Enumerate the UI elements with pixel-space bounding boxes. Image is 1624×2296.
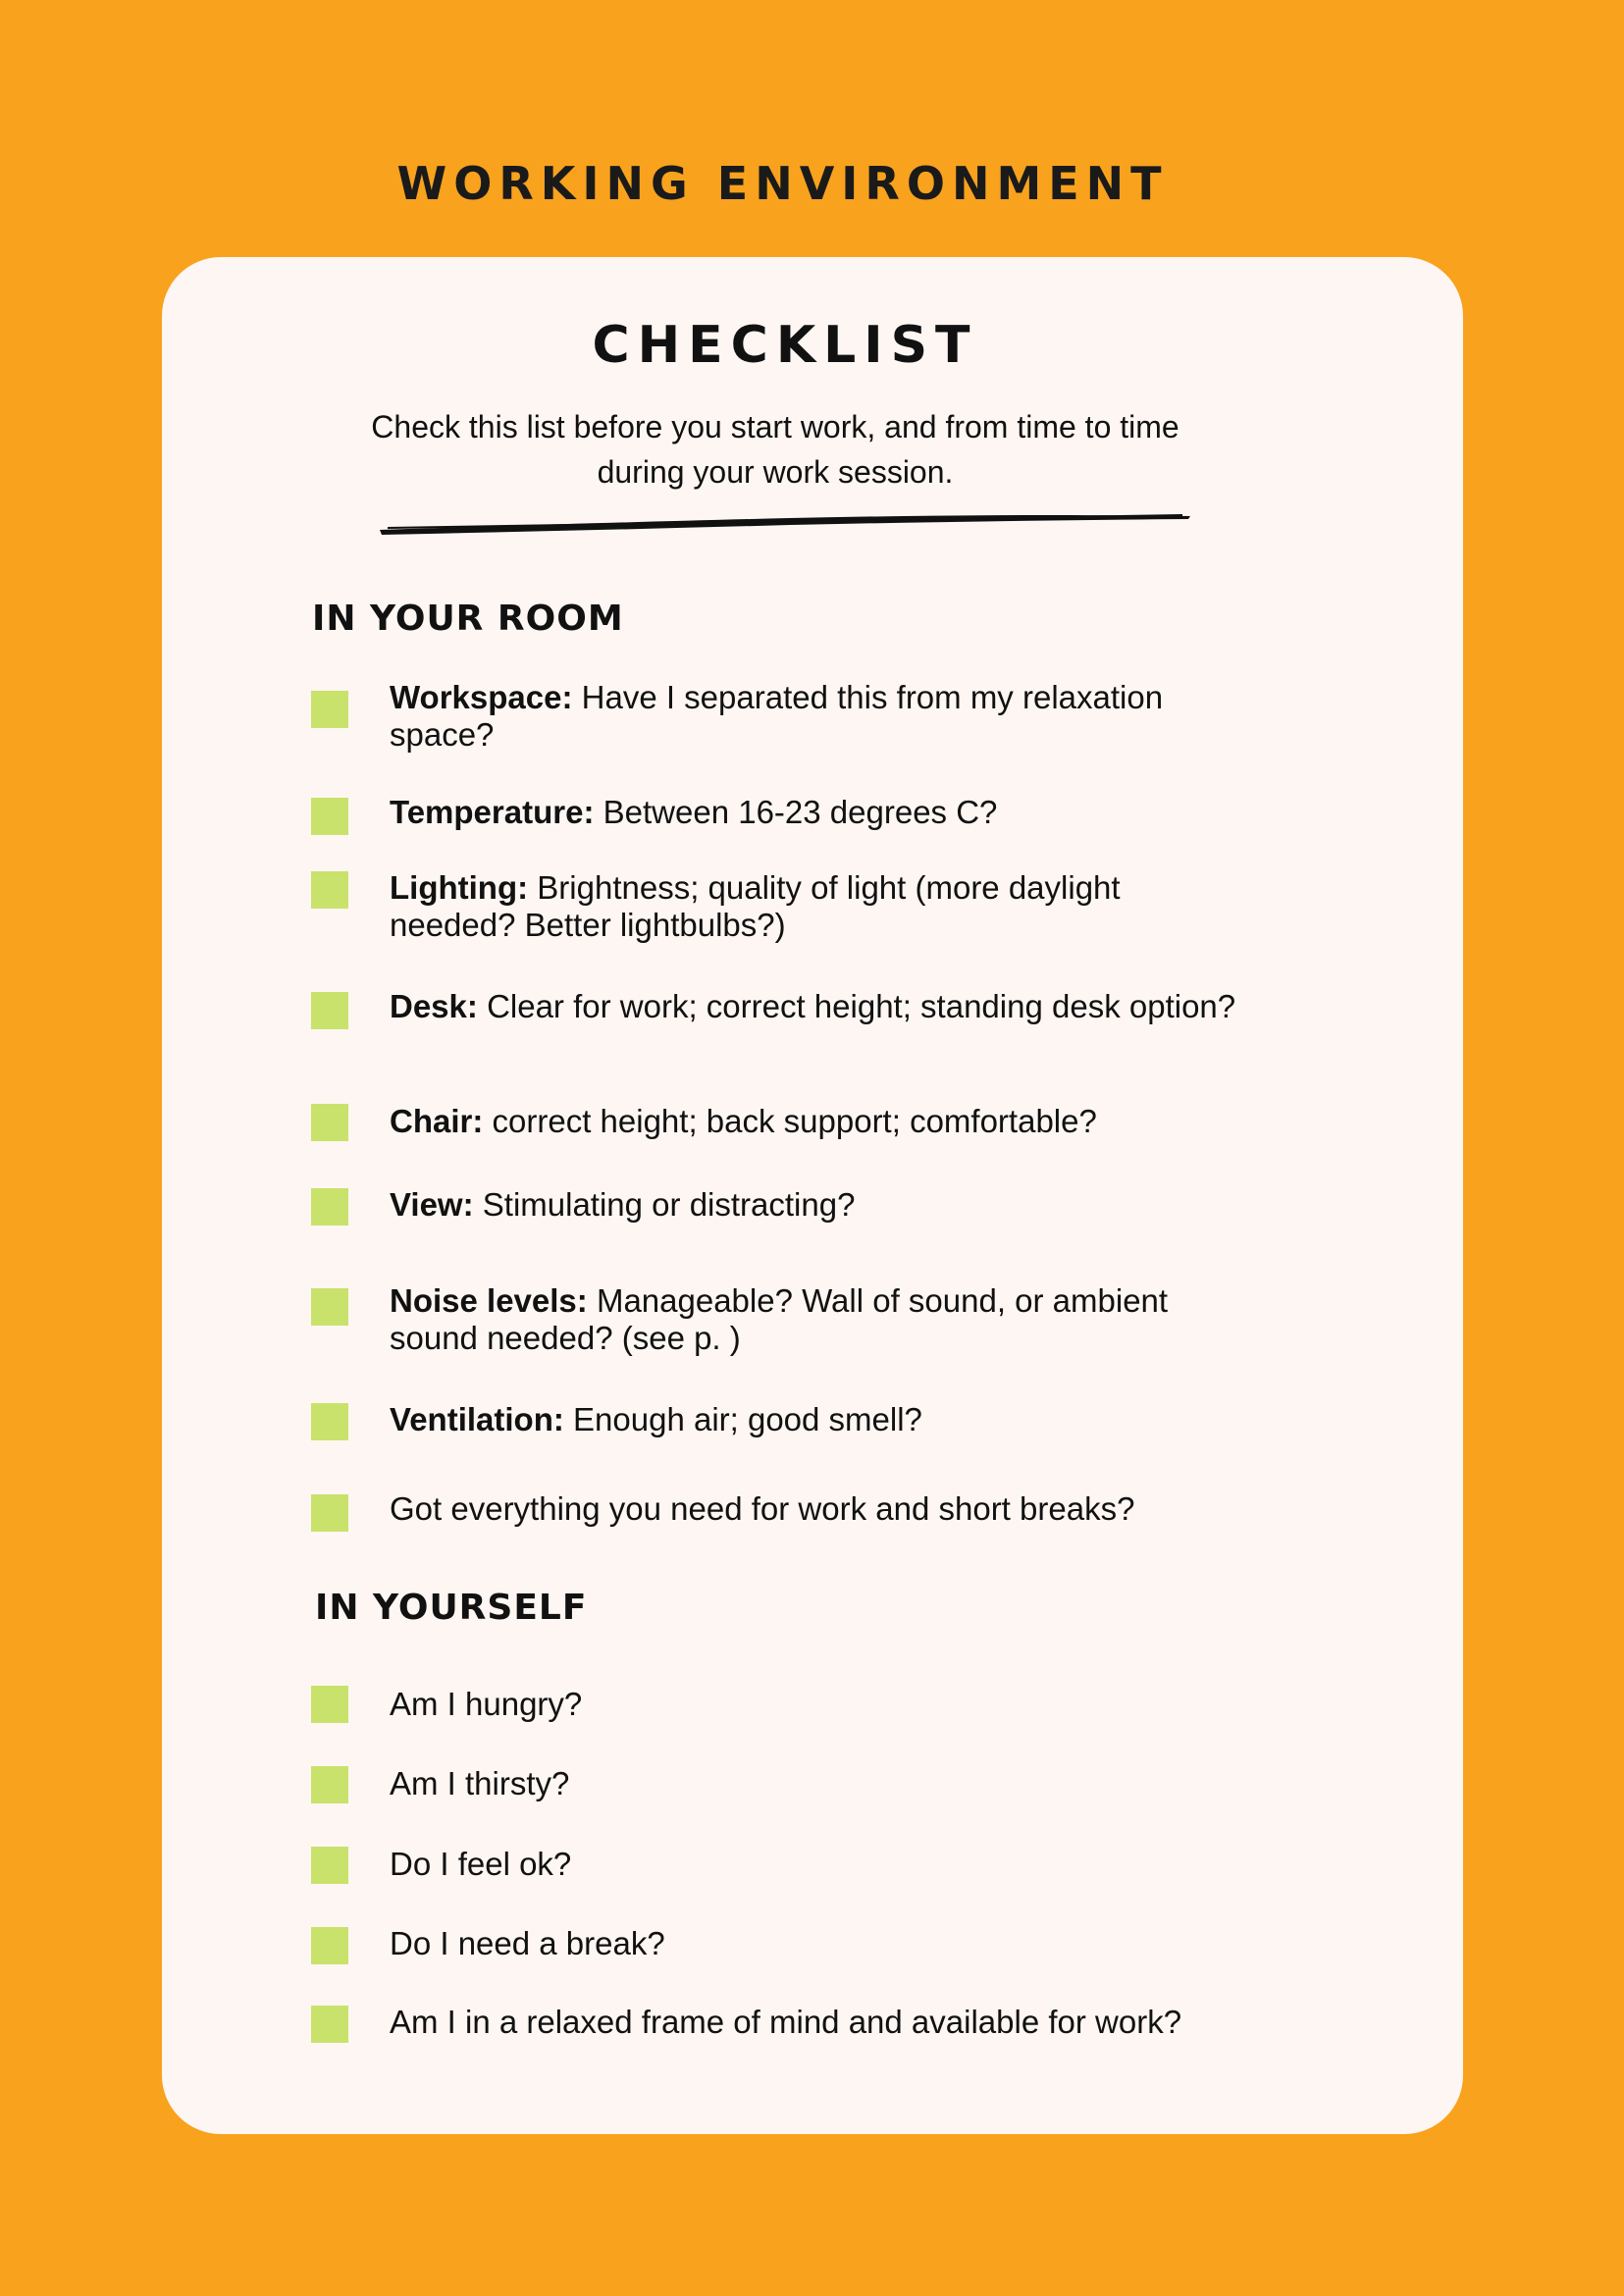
item-text	[390, 794, 1253, 831]
item-description: Got everything you need for work and short breaks?	[390, 1490, 1135, 1527]
item-description: Have I separated this from my relaxation space?	[390, 679, 1164, 753]
checkbox[interactable]	[311, 1188, 348, 1226]
item-text	[390, 1401, 1253, 1438]
item-label: View:	[390, 1186, 474, 1223]
checkbox[interactable]	[311, 798, 348, 835]
item-description: Do I feel ok?	[390, 1846, 572, 1882]
item-text	[390, 1186, 1253, 1224]
checkbox[interactable]	[311, 691, 348, 728]
checkbox[interactable]	[311, 1927, 348, 1964]
item-description: Enough air; good smell?	[573, 1401, 922, 1437]
checkbox[interactable]	[311, 992, 348, 1029]
checkbox[interactable]	[311, 1288, 348, 1326]
item-text	[390, 2004, 1253, 2041]
card-title: CHECKLIST	[592, 316, 978, 375]
checkbox[interactable]	[311, 1494, 348, 1532]
item-description: Brightness; quality of light (more daylight needed? Better lightbulbs?)	[390, 869, 1121, 943]
page-title: WORKING ENVIRONMENT	[396, 157, 1169, 210]
item-label: Noise levels:	[390, 1282, 588, 1319]
item-description: Manageable? Wall of sound, or ambient sound needed? (see p. )	[390, 1282, 1169, 1356]
item-description: Between 16-23 degrees C?	[602, 794, 998, 830]
item-text	[390, 988, 1253, 1025]
intro-text: Check this list before you start work, and from time to time during your work session.	[371, 409, 1179, 490]
item-description: Am I in a relaxed frame of mind and available for work?	[390, 2004, 1182, 2040]
item-description: Am I hungry?	[390, 1686, 583, 1722]
item-text	[390, 1686, 1253, 1723]
item-text	[390, 1765, 1253, 1802]
checkbox[interactable]	[311, 1766, 348, 1803]
checkbox[interactable]	[311, 1104, 348, 1141]
item-text	[390, 1490, 1253, 1528]
checkbox[interactable]	[311, 1847, 348, 1884]
item-text	[390, 1846, 1253, 1883]
section-heading-yourself: IN YOURSELF	[315, 1588, 588, 1628]
item-description: Stimulating or distracting?	[482, 1186, 856, 1223]
item-description: Clear for work; correct height; standing desk option?	[487, 988, 1236, 1024]
item-label: Chair:	[390, 1103, 484, 1139]
item-text	[390, 1282, 1253, 1357]
item-description: Do I need a break?	[390, 1925, 665, 1961]
item-text	[390, 679, 1253, 754]
checkbox[interactable]	[311, 1686, 348, 1723]
checklist-card	[162, 257, 1463, 2134]
item-label: Temperature:	[390, 794, 595, 830]
item-description: correct height; back support; comfortable?	[492, 1103, 1097, 1139]
checkbox[interactable]	[311, 871, 348, 909]
brush-stroke-divider	[378, 508, 1192, 538]
section-heading-room: IN YOUR ROOM	[312, 599, 624, 639]
item-text	[390, 869, 1253, 944]
item-text	[390, 1103, 1253, 1140]
item-label: Ventilation:	[390, 1401, 564, 1437]
item-label: Workspace:	[390, 679, 573, 715]
item-label: Lighting:	[390, 869, 529, 906]
item-text	[390, 1925, 1253, 1962]
checkbox[interactable]	[311, 1403, 348, 1440]
item-label: Desk:	[390, 988, 478, 1024]
checkbox[interactable]	[311, 2006, 348, 2043]
item-description: Am I thirsty?	[390, 1765, 570, 1801]
